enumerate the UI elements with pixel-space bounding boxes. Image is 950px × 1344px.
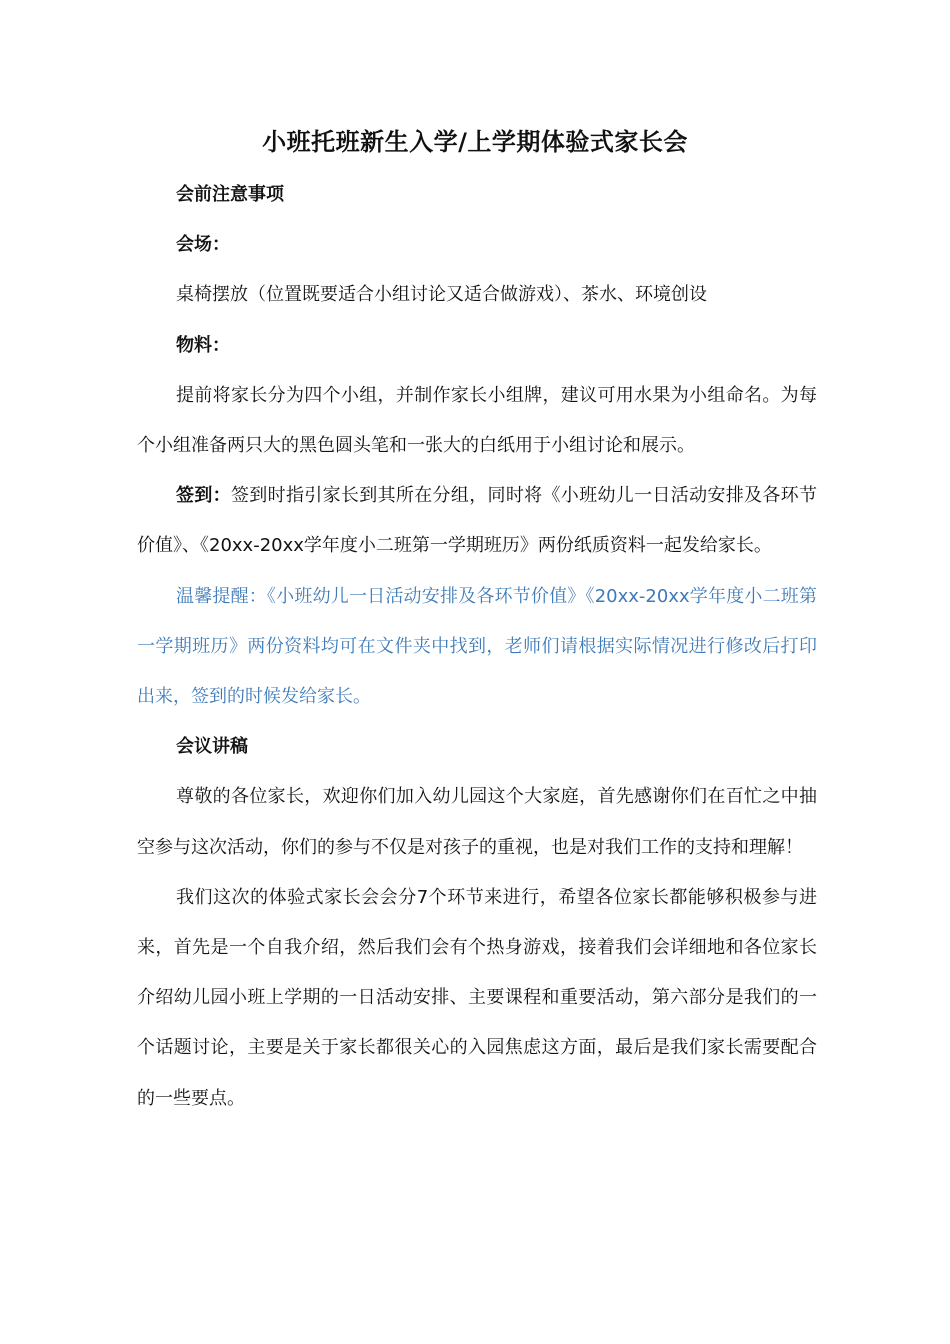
speech-paragraph-2: 我们这次的体验式家长会会分7个环节来进行，希望各位家长都能够积极参与进来，首先是一个自我介绍，然后我们会有个热身游戏，接着我们会详细地和各位家长介绍幼儿园小班上学期的一日活动安排、主要课程和重要活动，第六部分是我们的一个话题讨论，主要是关于家长都很关心的入园焦虑这方面，最后是我们家长需要配合的一些要点。 bbox=[137, 886, 817, 1109]
venue-label: 会场： bbox=[176, 234, 230, 256]
reminder-text: 温馨提醒：《小班幼儿一日活动安排及各环节价值》《20xx-20xx学年度小二班第一学期班历》两份资料均可在文件夹中找到，老师们请根据实际情况进行修改后打印出来，签到的时候发给家长。 bbox=[137, 585, 817, 708]
speech-heading: 会议讲稿 bbox=[176, 736, 248, 758]
document-body bbox=[137, 170, 817, 1124]
materials-label: 物料： bbox=[176, 334, 230, 356]
materials-text: 提前将家长分为四个小组，并制作家长小组牌，建议可用水果为小组命名。为每个小组准备两只大的黑色圆头笔和一张大的白纸用于小组讨论和展示。 bbox=[137, 384, 817, 457]
signin-text: 签到时指引家长到其所在分组，同时将《小班幼儿一日活动安排及各环节价值》、《20xx-20xx学年度小二班第一学期班历》两份纸质资料一起发给家长。 bbox=[137, 485, 818, 557]
page-title: 小班托班新生入学/上学期体验式家长会 bbox=[262, 128, 688, 156]
signin-label: 签到： bbox=[176, 485, 231, 507]
venue-text: 桌椅摆放（位置既要适合小组讨论又适合做游戏）、茶水、环境创设 bbox=[176, 284, 707, 306]
signin-paragraph bbox=[137, 471, 817, 571]
speech-paragraph-1: 尊敬的各位家长，欢迎你们加入幼儿园这个大家庭，首先感谢你们在百忙之中抽空参与这次活动，你们的参与不仅是对孩子的重视，也是对我们工作的支持和理解！ bbox=[137, 786, 817, 858]
pre-notes-heading: 会前注意事项 bbox=[176, 184, 284, 205]
